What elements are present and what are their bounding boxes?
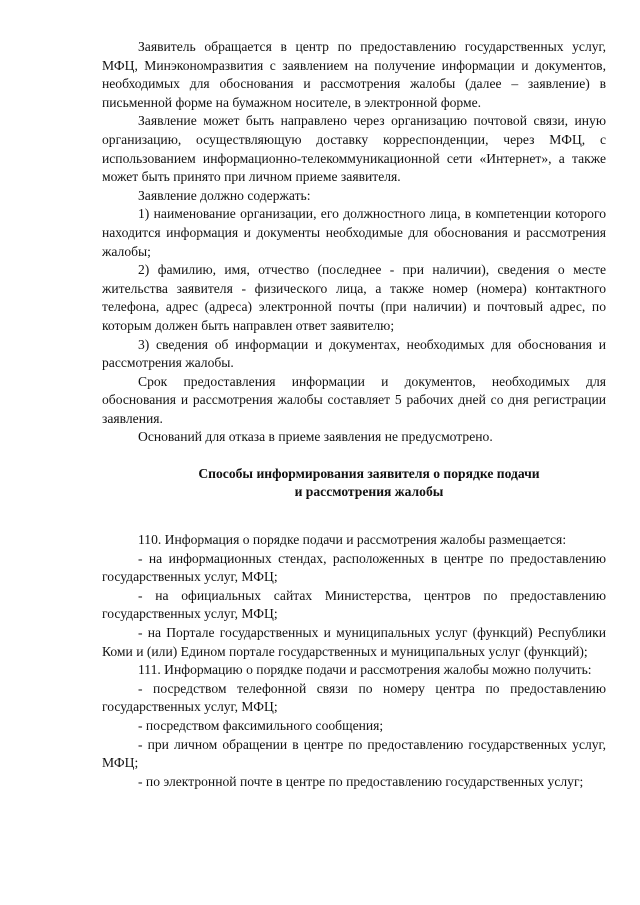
list-item-phone: - посредством телефонной связи по номеру центра по предоставлению государственных услуг, МФЦ; xyxy=(102,680,606,715)
paragraph-applicant-request: Заявитель обращается в центр по предоставлению государственных услуг, МФЦ, Минэкономразвития с заявлением на получение информации и документов, необходимых для обоснования и рассмотрения жалобы (далее – заявление) в письменной форме на бумажном носителе, в электронной форме. xyxy=(102,39,606,110)
section-heading xyxy=(102,465,606,501)
list-item-email: - по электронной почте в центре по предоставлению государственных услуг; xyxy=(138,773,584,789)
list-item-in-person: - при личном обращении в центре по предоставлению государственных услуг, МФЦ; xyxy=(102,736,606,771)
paragraph-application-contents: Заявление должно содержать: xyxy=(138,187,311,203)
document-page xyxy=(102,38,606,791)
paragraph-110: 110. Информация о порядке подачи и рассмотрения жалобы размещается: xyxy=(138,532,567,548)
list-item-fax: - посредством факсимильного сообщения; xyxy=(138,718,384,733)
paragraph-111: 111. Информацию о порядке подачи и рассмотрения жалобы можно получить: xyxy=(138,662,592,678)
list-item-2: 2) фамилию, имя, отчество (последнее - при наличии), сведения о месте жительства заявителя - физического лица, а также номер (номера) контактного телефона, адрес (адреса) электронной почты (при наличии) и почтовый адрес, по которым должен быть направлен ответ заявителю; xyxy=(102,262,606,333)
list-item-portal: - на Портале государственных и муниципальных услуг (функций) Республики Коми и (или) Едином портале государственных и муниципальных услуг (функций); xyxy=(102,625,606,659)
list-item-1: 1) наименование организации, его должностного лица, в компетенции которого находится информация и документы необходимые для обоснования и рассмотрения жалобы; xyxy=(102,206,606,259)
list-item-official-sites: - на официальных сайтах Министерства, центров по предоставлению государственных услуг, МФЦ; xyxy=(102,587,606,622)
paragraph-no-refusal: Оснований для отказа в приеме заявления не предусмотрено. xyxy=(138,429,493,445)
section-heading-line-2: и рассмотрения жалобы xyxy=(294,484,444,500)
section-heading-line-1: Способы информирования заявителя о порядке подачи xyxy=(198,466,540,482)
list-item-3: 3) сведения об информации и документах, необходимых для обоснования и рассмотрения жалобы. xyxy=(102,336,606,371)
list-item-stands: - на информационных стендах, расположенных в центре по предоставлению государственных услуг, МФЦ; xyxy=(102,550,606,585)
paragraph-deadline: Срок предоставления информации и документов, необходимых для обоснования и рассмотрения жалобы составляет 5 рабочих дней со дня регистрации заявления. xyxy=(102,373,606,426)
paragraph-submission-channels: Заявление может быть направлено через организацию почтовой связи, иную организацию, осуществляющую доставку корреспонденции, через МФЦ, с использованием информационно-телекоммуникационной сети «Интернет», а также может быть принято при личном приеме заявителя. xyxy=(102,113,606,185)
